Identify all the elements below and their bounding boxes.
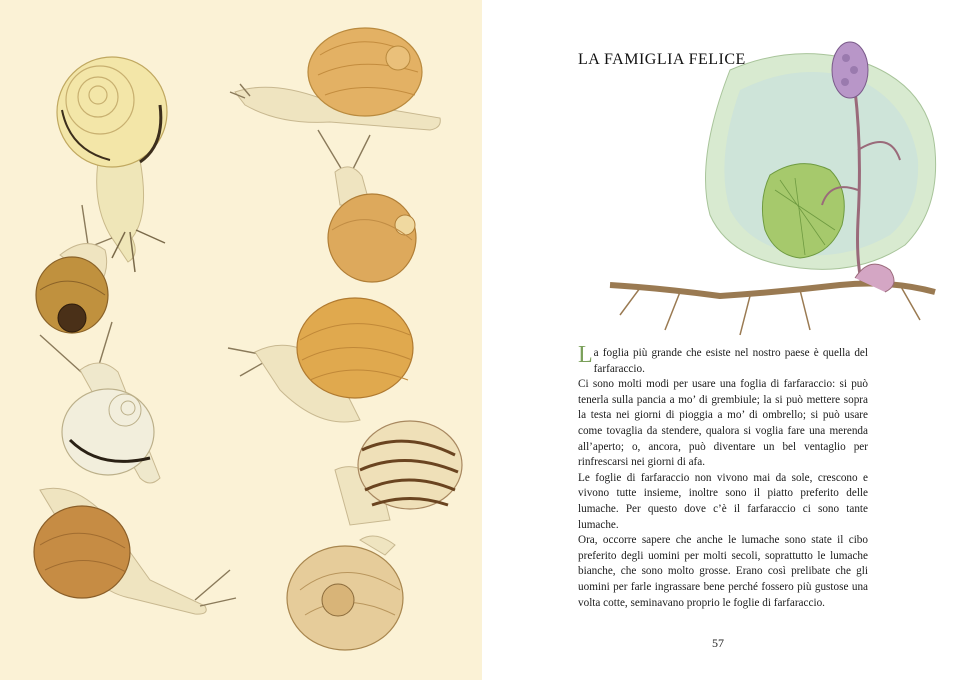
paragraph-3: Le foglie di farfaraccio non vivono mai da sole, crescono e vivono tutte insieme, inoltre sono il piatto preferito delle lumache. Per questo dove c’è il farfaraccio ci sono tante lumache. [578,471,868,531]
snail-6 [318,130,416,282]
paragraph-1 [578,342,868,377]
body-text [578,342,868,611]
snail-2 [230,28,440,130]
paragraph-4: Ora, occorre sapere che anche le lumache sono state il cibo preferito degli uomini per molti secoli, soprattutto le lumache bianche, che sono molto grosse. Erano così prelibate che gli uomini per farle ingrassare bene perché fossero più gustose una volta cotte, seminavano proprio le foglie di farfaraccio. [578,534,868,609]
snail-9 [287,536,403,650]
page-title: LA FAMIGLIA FELICE [578,51,746,68]
snail-8 [335,421,462,525]
snail-3 [36,205,112,333]
paragraph-1-text: a foglia più grande che esiste nel nostro paese è quella del farfaraccio. [593,347,868,375]
paragraph-2: Ci sono molti modi per usare una foglia di farfaraccio: si può tenerla sulla pancia a mo’ di grembiule; la si può mettere sopra la testa nei giorni di pioggia a mo’ di ombrello; si può usare come tovaglia da stendere, qualora si voglia fare una merenda all’aperto; o, ancora, può diventare un bel ventaglio per rinfrescarsi nei giorni di afa. [578,378,868,469]
snail-1 [57,57,167,272]
drop-cap: L [578,342,593,368]
snail-7 [228,298,413,422]
snail-4 [40,322,160,483]
snail-5 [34,488,236,614]
butterbur-plant-illustration [600,30,950,345]
right-page [482,0,963,680]
page-number: 57 [712,636,724,650]
